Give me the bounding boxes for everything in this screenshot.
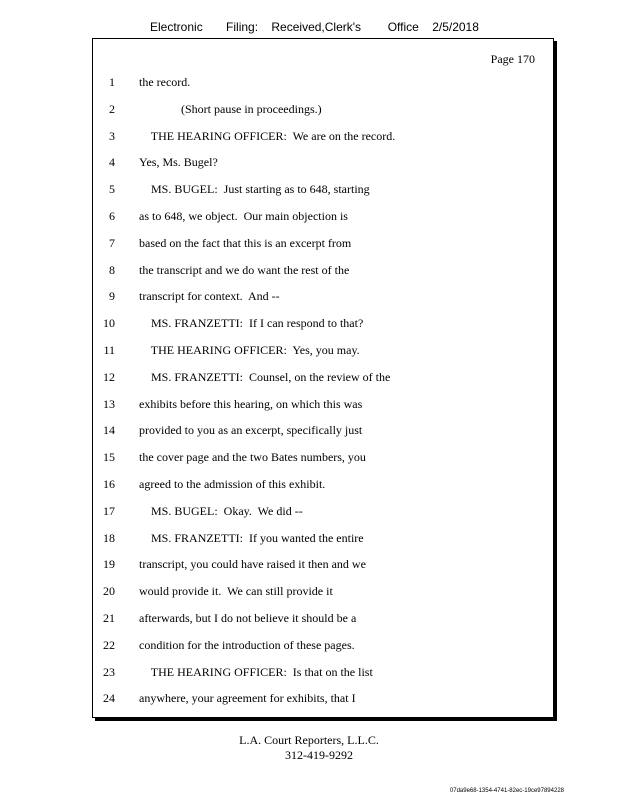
line-text: based on the fact that this is an excerpt from xyxy=(139,235,352,250)
line-number: 23 xyxy=(103,664,115,679)
transcript-line xyxy=(93,422,553,449)
line-text: Yes, Ms. Bugel? xyxy=(139,155,218,170)
filing-stamp-word: Filing: xyxy=(226,20,259,34)
line-text: condition for the introduction of these pages. xyxy=(139,637,355,652)
line-number: 3 xyxy=(109,128,115,143)
filing-stamp-date: 2/5/2018 xyxy=(432,20,479,34)
line-number: 4 xyxy=(109,155,115,170)
transcript-line xyxy=(93,610,553,637)
line-text: as to 648, we object. Our main objection is xyxy=(139,208,348,223)
line-text: the transcript and we do want the rest of the xyxy=(139,262,350,277)
reporter-company: L.A. Court Reporters, L.L.C. xyxy=(239,733,379,747)
transcript-line xyxy=(93,449,553,476)
line-text: the record. xyxy=(139,75,191,89)
transcript-line xyxy=(93,208,553,235)
line-number: 11 xyxy=(103,342,115,357)
transcript-line xyxy=(93,476,553,503)
line-text: provided to you as an excerpt, specifically just xyxy=(139,423,363,438)
line-text: afterwards, but I do not believe it should be a xyxy=(139,610,357,625)
transcript-line xyxy=(93,154,553,181)
filing-stamp-word: Received,Clerk's xyxy=(271,20,362,34)
line-text: MS. FRANZETTI: If I can respond to that? xyxy=(139,316,364,331)
line-number: 12 xyxy=(103,369,115,384)
line-text: MS. FRANZETTI: Counsel, on the review of the xyxy=(139,369,391,384)
line-text: THE HEARING OFFICER: Yes, you may. xyxy=(139,342,360,357)
line-number: 17 xyxy=(103,503,115,518)
line-number: 20 xyxy=(103,584,115,599)
line-number: 8 xyxy=(109,262,115,277)
line-text: MS. BUGEL: Okay. We did -- xyxy=(139,503,303,518)
line-text: would provide it. We can still provide it xyxy=(139,584,333,599)
line-text: the cover page and the two Bates numbers, you xyxy=(139,450,366,465)
line-text: (Short pause in proceedings.) xyxy=(139,101,322,116)
transcript-line xyxy=(93,181,553,208)
transcript-line xyxy=(93,74,553,101)
transcript-line xyxy=(93,556,553,583)
line-number: 16 xyxy=(103,476,115,491)
line-number: 10 xyxy=(103,316,115,331)
transcript-page xyxy=(92,38,554,718)
line-number: 18 xyxy=(103,530,115,545)
line-number: 13 xyxy=(103,396,115,411)
transcript-line xyxy=(93,503,553,530)
line-number: 7 xyxy=(109,235,115,250)
transcript-line xyxy=(93,315,553,342)
transcript-line xyxy=(93,128,553,155)
line-text: exhibits before this hearing, on which this was xyxy=(139,396,363,411)
filing-stamp-word: Electronic xyxy=(150,20,203,34)
page-number: Page 170 xyxy=(490,52,535,66)
transcript-line xyxy=(93,262,553,289)
transcript-line xyxy=(93,288,553,315)
filing-stamp xyxy=(150,20,479,34)
transcript-line xyxy=(93,690,553,717)
line-number: 1 xyxy=(109,75,115,89)
transcript-line xyxy=(93,342,553,369)
line-number: 24 xyxy=(103,691,115,706)
transcript-line xyxy=(93,101,553,128)
transcript-line xyxy=(93,235,553,262)
line-text: THE HEARING OFFICER: Is that on the list xyxy=(139,664,373,679)
transcript-line xyxy=(93,583,553,610)
line-text: MS. BUGEL: Just starting as to 648, starting xyxy=(139,182,370,197)
transcript-line xyxy=(93,664,553,691)
line-number: 9 xyxy=(109,289,115,304)
reporter-phone: 312-419-9292 xyxy=(285,748,353,762)
transcript-line xyxy=(93,637,553,664)
transcript-line xyxy=(93,530,553,557)
transcript-line xyxy=(93,396,553,423)
footer xyxy=(0,733,618,763)
line-text: THE HEARING OFFICER: We are on the record. xyxy=(139,128,396,143)
line-text: MS. FRANZETTI: If you wanted the entire xyxy=(139,530,364,545)
line-number: 5 xyxy=(109,182,115,197)
line-text: transcript, you could have raised it then and we xyxy=(139,557,366,572)
line-number: 21 xyxy=(103,610,115,625)
line-text: transcript for context. And -- xyxy=(139,289,280,304)
transcript-lines xyxy=(93,74,553,717)
line-text: agreed to the admission of this exhibit. xyxy=(139,476,326,491)
line-number: 15 xyxy=(103,450,115,465)
line-number: 2 xyxy=(109,101,115,116)
line-text: anywhere, your agreement for exhibits, that I xyxy=(139,691,356,706)
line-number: 22 xyxy=(103,637,115,652)
document-id: 07da9e68-1354-4741-82ec-19ce97894228 xyxy=(449,788,564,794)
filing-stamp-word: Office xyxy=(387,20,419,34)
transcript-line xyxy=(93,369,553,396)
line-number: 14 xyxy=(103,423,115,438)
line-number: 6 xyxy=(109,208,115,223)
line-number: 19 xyxy=(103,557,115,572)
